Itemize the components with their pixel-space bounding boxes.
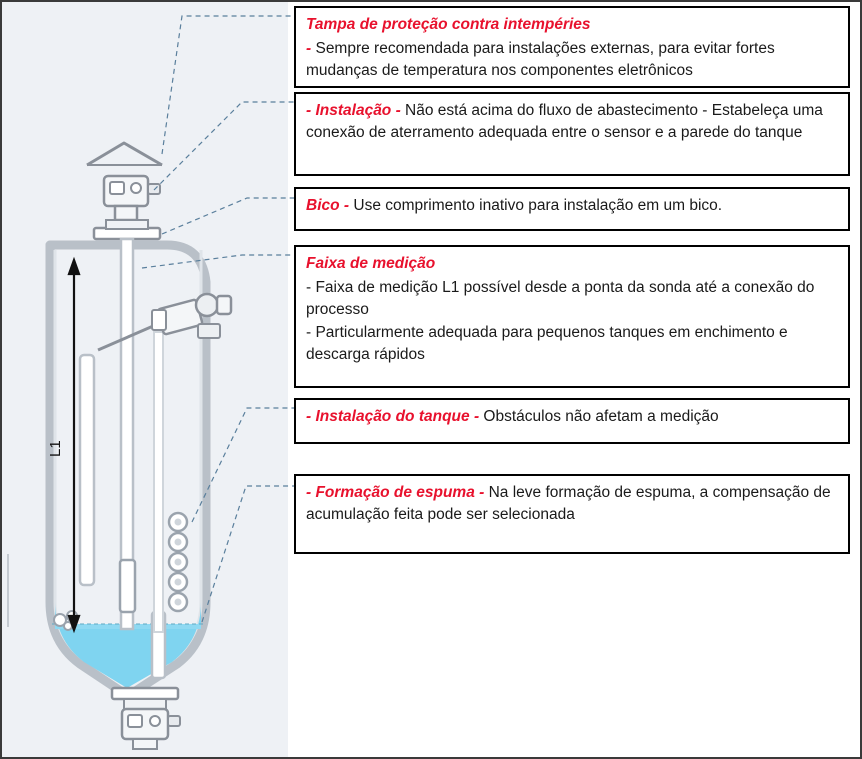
callout-line: [306, 195, 838, 217]
callout-tank-installation: [294, 398, 850, 444]
callout-lead: -: [306, 40, 312, 57]
callout-line: [306, 482, 838, 526]
callout-installation: [294, 92, 850, 176]
callout-column: [288, 2, 860, 757]
callout-measuring-range: [294, 245, 850, 388]
callout-text: - Faixa de medição L1 possível desde a ponta da sonda até a conexão do processo: [306, 279, 815, 318]
callout-text: Sempre recomendada para instalações externas, para evitar fortes mudanças de temperatura nos componentes eletrônicos: [306, 40, 775, 79]
callout-line: [306, 322, 838, 366]
callout-nozzle: [294, 187, 850, 231]
callout-line: [306, 100, 838, 144]
callout-title: Faixa de medição: [306, 255, 436, 272]
callout-foam-formation: [294, 474, 850, 554]
callout-line: [306, 277, 838, 321]
callout-text: Não está acima do fluxo de abastecimento - Estabeleça uma conexão de aterramento adequada entre o sensor e a parede do tanque: [306, 102, 823, 141]
callout-line: [306, 38, 838, 82]
callout-lead: - Formação de espuma -: [306, 484, 485, 501]
secondary-probe: [80, 355, 94, 585]
callout-lead: - Instalação do tanque -: [306, 408, 480, 425]
l1-label: L1: [47, 440, 64, 457]
callout-text: Obstáculos não afetam a medição: [479, 408, 719, 425]
tank-illustration: [2, 2, 288, 757]
callout-title: Tampa de proteção contra intempéries: [306, 16, 591, 33]
callout-text: - Particularmente adequada para pequenos tanques em enchimento e descarga rápidos: [306, 324, 788, 363]
callout-weather-protection-cover: [294, 6, 850, 88]
callout-line: [306, 406, 838, 428]
callout-lead: - Instalação -: [306, 102, 401, 119]
callout-text: Na leve formação de espuma, a compensação de acumulação feita pode ser selecionada: [306, 484, 831, 523]
callout-text: Use comprimento inativo para instalação em um bico.: [349, 197, 723, 214]
callout-lead: Bico -: [306, 197, 350, 214]
